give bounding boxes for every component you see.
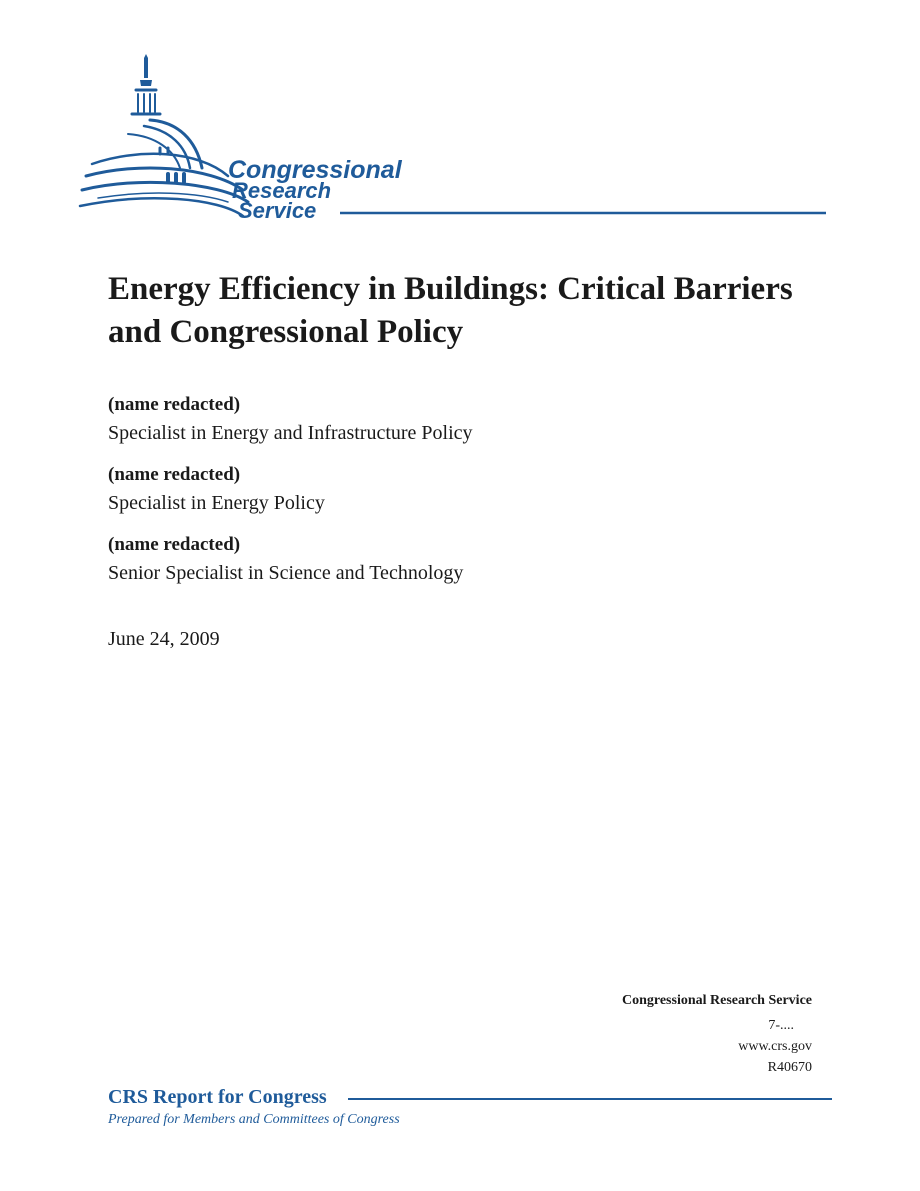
author-entry — [108, 532, 808, 587]
crs-logo — [78, 50, 838, 225]
footer-rule — [348, 1098, 832, 1100]
author-list — [108, 392, 808, 602]
author-entry — [108, 462, 808, 517]
footer-title: CRS Report for Congress — [108, 1084, 330, 1110]
logo-line3: Service — [238, 198, 317, 223]
footer-bar — [108, 1084, 832, 1112]
crs-code: 7-.... — [768, 1018, 794, 1033]
author-name: (name redacted) — [108, 394, 241, 415]
capitol-dome-icon — [80, 54, 248, 216]
report-title: Energy Efficiency in Buildings: Critical Barriers and Congressional Policy — [108, 271, 793, 350]
author-entry — [108, 392, 808, 447]
logo-line1: Congressional — [228, 156, 402, 184]
author-role: Senior Specialist in Science and Technology — [108, 562, 464, 584]
footer-subtitle: Prepared for Members and Committees of Congress — [108, 1112, 400, 1127]
crs-name: Congressional Research Service — [621, 993, 812, 1008]
author-name: (name redacted) — [108, 534, 241, 555]
crs-info-block — [622, 990, 812, 1078]
report-number: R40670 — [767, 1060, 812, 1075]
author-role: Specialist in Energy and Infrastructure Policy — [108, 422, 473, 444]
author-role: Specialist in Energy Policy — [108, 492, 325, 514]
crs-url-link[interactable]: www.crs.gov — [738, 1039, 812, 1054]
report-date: June 24, 2009 — [108, 628, 220, 650]
author-name: (name redacted) — [108, 464, 241, 485]
logo-line2: Research — [232, 178, 332, 203]
